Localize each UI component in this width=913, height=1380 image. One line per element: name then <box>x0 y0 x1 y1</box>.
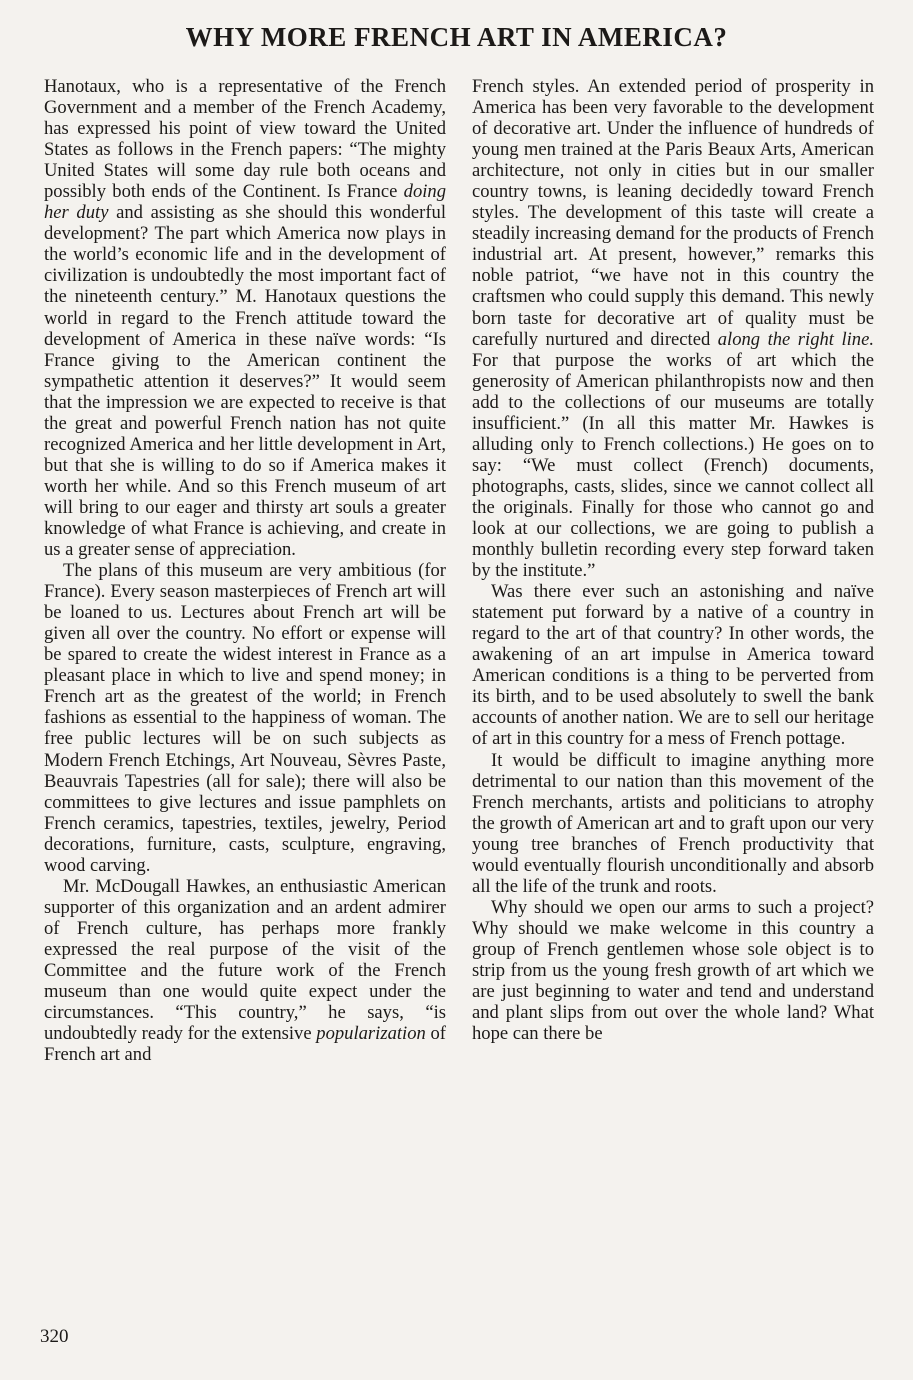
paragraph <box>44 876 446 1065</box>
emphasis: along the right line. <box>717 328 874 350</box>
text-run: French styles. An extended period of prosperity in America has been very favorable to the development of decorative art. Under the influence of hundreds of young men trained at the Paris Beaux Arts, American architecture, not only in cities but in our smaller country towns, is leaning decidedly toward French styles. The development of this taste will create a steadily increasing demand for the products of French industrial art. At present, however,” remarks this noble patriot, “we have not in this country the craftsmen who could supply this demand. This newly born taste for decorative art of quality must be carefully nurtured and directed <box>472 76 874 350</box>
page-number: 320 <box>40 1326 69 1347</box>
paragraph: Was there ever such an astonishing and naïve statement put forward by a native of a country in regard to the art of that country? In other words, the awakening of an art impulse in America toward American conditions is a thing to be perverted from its birth, and to be used absolutely to swell the bank accounts of another nation. We are to sell our heritage of art in this country for a mess of French pottage. <box>472 581 874 750</box>
emphasis: doing her duty <box>44 181 446 224</box>
paragraph <box>472 76 874 581</box>
text-run: and assisting as she should this wonderful development? The part which America now plays in the world’s economic life and in the development of civilization is undoubtedly the most important fact of the nineteenth century.” M. Hanotaux questions the world in regard to the French attitude toward the development of America in these naïve words: “Is France giving to the American continent the sympathetic attention it deserves?” It would seem that the impression we are expected to receive is that the great and powerful French nation has not quite recognized America and her little development in Art, but that she is willing to do so if America makes it worth her while. And so this French museum of art will bring to our eager and thirsty art souls a greater knowledge of what France is achieving, and create in us a greater sense of appreciation. <box>44 202 447 561</box>
text-run: of French art and <box>44 1023 446 1066</box>
left-column <box>44 76 446 1065</box>
paragraph <box>44 76 446 560</box>
text-run: For that purpose the works of art which the generosity of American philanthropists now and then add to the collections of our museums are totally insufficient.” (In all this matter Mr. Hawkes is alluding only to French collections.) He goes on to say: “We must collect (French) documents, photographs, casts, slides, since we cannot collect all the originals. Finally for those who cannot go and look at our collections, we are going to publish a monthly bulletin recording every step forward taken by the institute.” <box>472 349 874 582</box>
paragraph: The plans of this museum are very ambitious (for France). Every season masterpieces of French art will be loaned to us. Lectures about French art will be given all over the country. No effort or expense will be spared to create the widest interest in France as a pleasant place in which to live and spend money; in French art as the greatest of the world; in French fashions as essential to the happiness of woman. The free public lectures will be on such subjects as Modern French Etchings, Art Nouveau, Sèvres Paste, Beauvrais Tapestries (all for sale); there will also be committees to give lectures and issue pamphlets on French ceramics, tapestries, textiles, jewelry, Period decorations, furniture, casts, sculpture, engraving, wood carving. <box>44 560 446 876</box>
paragraph: Why should we open our arms to such a project? Why should we make welcome in this country a group of French gentlemen whose sole object is to strip from us the young fresh growth of art which we are just beginning to water and tend and understand and plant slips from out over the whole land? What hope can there be <box>472 896 874 1045</box>
text-run: Hanotaux, who is a representative of the French Government and a member of the French Academy, has expressed his point of view toward the United States as follows in the French papers: “The mighty United States will some day rule both oceans and possibly both ends of the Continent. Is France <box>44 76 446 203</box>
page-title: WHY MORE FRENCH ART IN AMERICA? <box>185 22 728 52</box>
right-column <box>472 76 874 1044</box>
emphasis: popularization <box>316 1023 426 1045</box>
paragraph: It would be difficult to imagine anything more detrimental to our nation than this movement of the French merchants, artists and politicians to atrophy the growth of American art and to graft upon our very young tree branches of French productivity that would eventually flourish unconditionally and absorb all the life of the trunk and roots. <box>472 749 874 897</box>
text-run: Mr. McDougall Hawkes, an enthusiastic American supporter of this organization and an ardent admirer of French culture, has perhaps more frankly expressed the real purpose of the visit of the Committee and the future work of the French museum than one would quite expect under the circumstances. “This country,” he says, “is undoubtedly ready for the extensive <box>44 875 446 1045</box>
